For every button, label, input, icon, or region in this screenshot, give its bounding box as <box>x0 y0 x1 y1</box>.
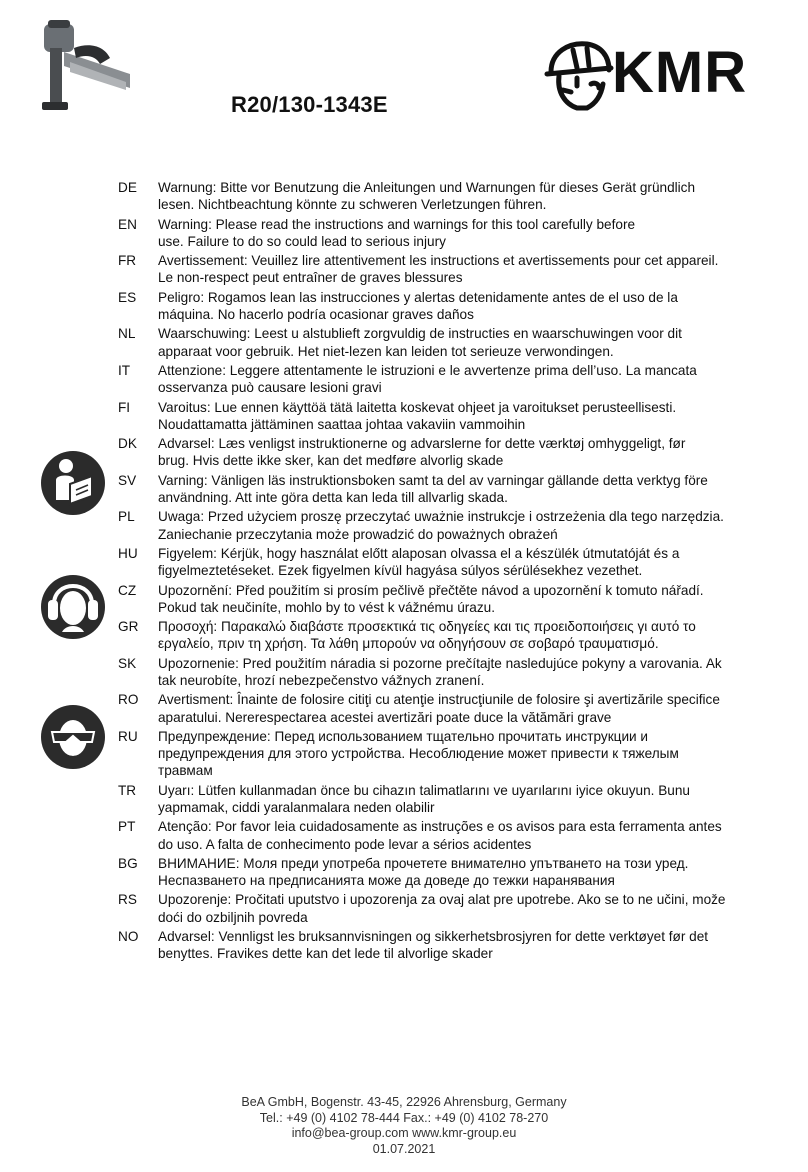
footer <box>0 1095 808 1157</box>
warning-text: Avertissement: Veuillez lire attentivement les instructions et avertissements pour cet appareil. Le non-respect peut entraîner de graves blessures <box>158 253 719 286</box>
language-code: RS <box>118 892 137 908</box>
language-code: FR <box>118 253 137 269</box>
warning-row-es <box>118 289 778 323</box>
language-code: EN <box>118 216 137 232</box>
warning-row-it <box>118 362 778 396</box>
warning-text: Uwaga: Przed użyciem proszę przeczytać uważnie instrukcje i ostrzeżenia dla tego narzędzia. Zaniechanie przeczytania może prowadzić do poważnych obrażeń <box>158 509 724 542</box>
warning-row-pt <box>118 818 778 852</box>
language-code: PT <box>118 819 136 835</box>
nail-gun-icon <box>30 18 140 118</box>
warning-text: Upozorenje: Pročitati uputstvo i upozorenja za ovaj alat pre upotrebe. Ako se to ne učini, može doći do ozbiljnih povreda <box>158 892 726 925</box>
language-code: IT <box>118 362 131 378</box>
footer-phone: Tel.: +49 (0) 4102 78-444 Fax.: +49 (0) 4102 78-270 <box>259 1110 549 1125</box>
warning-row-en <box>118 216 778 250</box>
language-code: NO <box>118 929 139 945</box>
warning-row-ru <box>118 728 778 780</box>
warning-text: Προσοχή: Παρακαλώ διαβάστε προσεκτικά τις οδηγείες και τις προειδοποιήσεις γι αυτό το εργαλείο, πριν τη χρήση. Τα λάθη μπορούν να οδηγήσουν σε σοβαρό τραυματισμό. <box>158 619 696 652</box>
language-code: BG <box>118 855 138 871</box>
footer-web: info@bea-group.com www.kmr-group.eu <box>291 1126 517 1140</box>
warning-text: Peligro: Rogamos lean las instrucciones y alertas detenidamente antes de el uso de la máquina. No hacerlo podría ocasionar graves daños <box>158 289 678 322</box>
warning-row-cz <box>118 582 778 616</box>
warning-row-fr <box>118 252 778 286</box>
language-code: HU <box>118 545 138 561</box>
warning-row-dk <box>118 435 778 469</box>
warning-row-sk <box>118 655 778 689</box>
language-code: NL <box>118 326 136 342</box>
language-code: SV <box>118 472 137 488</box>
warning-row-no <box>118 928 778 962</box>
warning-row-ro <box>118 691 778 725</box>
warning-text: Upozornenie: Pred použitím náradia si pozorne prečítajte nasledujúce pokyny a varovania. Ak tak neurobíte, hrozí nebezpečenstvo vážnych zranení. <box>158 655 722 688</box>
warning-row-hu <box>118 545 778 579</box>
language-code: SK <box>118 655 137 671</box>
warnings-list <box>118 179 778 965</box>
warning-text: Attenzione: Leggere attentamente le istruzioni e le avvertenze prima dell’uso. La mancata osservanza può causare lesioni gravi <box>158 362 697 396</box>
language-code: DE <box>118 180 137 195</box>
warning-text: Waarschuwing: Leest u alstublieft zorgvuldig de instructies en waarschuwingen voor dit apparaat voor gebruik. Het niet-lezen kan leiden tot serieuze verwondingen. <box>158 326 682 359</box>
eye-protection-icon <box>40 704 106 770</box>
language-code: PL <box>118 509 135 525</box>
language-code: RO <box>118 692 139 708</box>
warning-row-rs <box>118 891 778 925</box>
warning-row-fi <box>118 399 778 433</box>
warning-text: Предупреждение: Перед использованием тщательно прочитать инструкции и предупреждения для этого устройства. Несоблюдение может привести к тяжелым травмам <box>158 728 679 779</box>
language-code: FI <box>118 399 131 415</box>
warning-row-bg <box>118 855 778 889</box>
warning-text: Figyelem: Kérjük, hogy használat előtt alaposan olvassa el a készülék útmutatóját és a figyelmeztetéseket. Ezek figyelmen kívül hagyása súlyos sérülésekhez vezethet. <box>158 545 680 579</box>
warning-text: Advarsel: Læs venligst instruktionerne og advarslerne for dette værktøj omhyggeligt, før brug. Hvis dette ikke sker, kan det medføre alvorlig skade <box>158 436 686 469</box>
language-code: CZ <box>118 582 137 598</box>
warning-text: Advarsel: Vennligst les bruksannvisningen og sikkerhetsbrosjyren for dette verktøyet før det benyttes. Fravikes dette kan det lede til alvorlige skader <box>158 929 709 962</box>
language-code: RU <box>118 728 138 744</box>
warning-row-de <box>118 179 778 213</box>
warning-text: Warnung: Bitte vor Benutzung die Anleitungen und Warnungen für dieses Gerät gründlich lesen. Nichtbeachtung könnte zu schweren Verletzungen führen. <box>158 180 696 213</box>
model-number: R20/130-1343E <box>231 92 388 117</box>
warning-row-gr <box>118 618 778 652</box>
ear-protection-icon <box>40 574 106 640</box>
language-code: TR <box>118 782 137 798</box>
language-code: GR <box>118 619 139 635</box>
warning-text: Warning: Please read the instructions and warnings for this tool carefully before use. Failure to do so could lead to serious injury <box>158 216 636 249</box>
footer-company: BeA GmbH, Bogenstr. 43-45, 22926 Ahrensburg, Germany <box>241 1095 567 1109</box>
warning-text: Upozornění: Před použitím si prosím pečlivě přečtěte návod a upozornění k tomuto nářadí. Pokud tak neučiníte, mohlo by to vést k vážnému úrazu. <box>158 582 704 615</box>
brand-logo: KMR <box>612 40 748 105</box>
warning-text: Uyarı: Lütfen kullanmadan önce bu cihazın talimatlarını ve uyarılarını iyice okuyun. Bunu yapmamak, ciddi yaralanmalara neden olabilir <box>158 782 690 815</box>
language-code: DK <box>118 436 137 452</box>
warning-text: Atenção: Por favor leia cuidadosamente as instruções e os avisos para esta ferramenta antes do uso. A falta de conhecimento pode levar a sérios acidentes <box>158 819 722 852</box>
warning-text: Varoitus: Lue ennen käyttöä tätä laitetta koskevat ohjeet ja varoitukset perusteellisesti. Noudattamatta jättäminen saattaa johtaa vakaviin vammoihin <box>158 399 677 432</box>
warning-row-tr <box>118 782 778 816</box>
footer-date: 01.07.2021 <box>372 1141 436 1156</box>
warning-row-sv <box>118 472 778 506</box>
warning-row-pl <box>118 508 778 542</box>
warning-text: Avertisment: Înainte de folosire citiţi cu atenţie instrucţiunile de folosire şi avertizările specifice aparatului. Nererespectarea acestei avertizări poate duce la vătămări grave <box>158 692 720 725</box>
language-code: ES <box>118 289 137 305</box>
warning-text: ВНИМАНИЕ: Моля преди употреба прочетете внимателно упътването на този уред. Неспазването на предписанията може да доведе до тежки наранявания <box>158 855 689 889</box>
warning-row-nl <box>118 325 778 359</box>
warning-text: Varning: Vänligen läs instruktionsboken samt ta del av varningar gällande detta verktyg före användning. Att inte göra detta kan leda till allvarlig skada. <box>158 472 708 505</box>
read-manual-icon <box>40 450 106 516</box>
